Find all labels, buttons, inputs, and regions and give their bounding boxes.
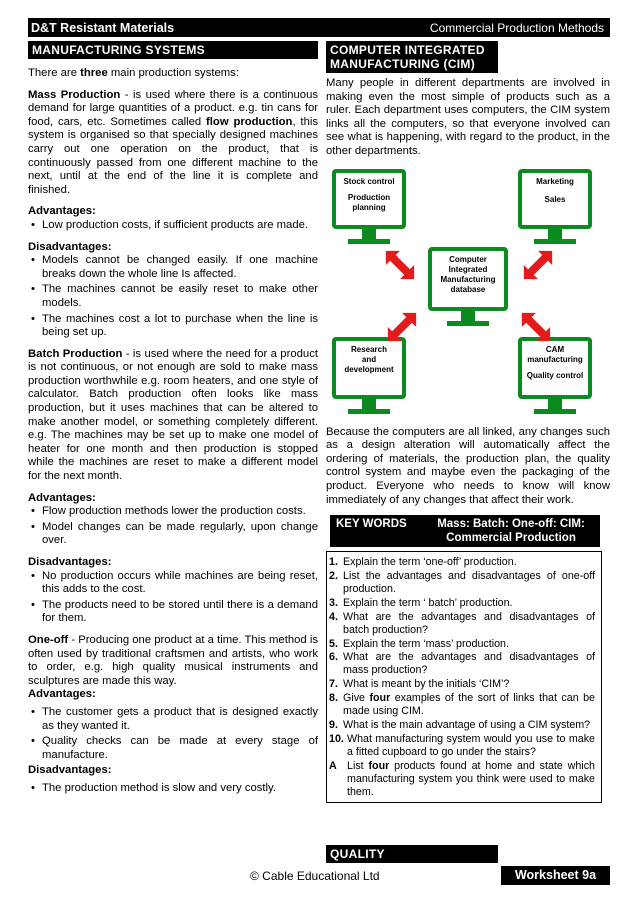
subject-title: D&T Resistant Materials [31, 20, 175, 35]
oneoff-disadvantages-list [28, 782, 318, 796]
question-item: 10. What manufacturing system would you use to make a fitted cupboard to go under the stairs? [329, 732, 595, 758]
cim-linked-text: Because the computers are all linked, any changes such as a design alteration will automatically affect the ordering of materials, the production plan, the quality control system and maybe even the packaging of the product. Everyone who needs to know will know immediately of any changes that affect their work. [326, 425, 610, 506]
question-item: 7. What is meant by the initials ‘CIM’? [329, 678, 510, 691]
mass-disadvantages-label: Disadvantages: [28, 240, 112, 253]
mass-advantages-list [28, 219, 318, 233]
mass-disadvantages-list [28, 254, 318, 340]
left-column [28, 41, 318, 798]
batch-advantages-label: Advantages: [28, 491, 96, 504]
list-item: • No production occurs while machines are being reset, this adds to the cost. [28, 570, 318, 597]
list-item: • The machines cannot be easily reset to make other models. [28, 283, 318, 310]
list-item: • Model changes can be made regularly, upon change over. [28, 521, 318, 548]
arrow-bottom-left-icon [380, 305, 424, 349]
oneoff-advantages-list [28, 706, 318, 762]
list-item: • The production method is slow and very costly. [28, 782, 318, 796]
question-item: 9. What is the main advantage of using a CIM system? [329, 719, 591, 731]
key-words-list: Mass: Batch: One-off: CIM: Commercial Production [437, 518, 585, 545]
question-item: 1. Explain the term ‘one-off’ production. [329, 556, 517, 569]
list-item: • Flow production methods lower the production costs. [28, 505, 318, 519]
question-item: 8. Give four examples of the sort of links that can be made using CIM. [329, 692, 595, 718]
oneoff-advantages-label: Advantages: [28, 688, 96, 701]
one-off-text: One-off - Producing one product at a time. This method is often used by traditional craftsmen and artists, who work to order, e.g. high quality musical instruments and sculptures are made this way. [28, 633, 318, 687]
batch-disadvantages-label: Disadvantages: [28, 556, 112, 568]
cim-intro-text: Many people in different departments are involved in making even the most simple of products such as a ruler. Each department uses computers, the CIM system links all the computers, so that everyone involved can see what is happening, with regard to the product, in the other departments. [326, 77, 610, 157]
list-item: • The products need to be stored until there is a demand for them. [28, 599, 318, 626]
worksheet-label: Worksheet 9a [501, 866, 610, 885]
question-item: 5. Explain the term ‘mass’ production. [329, 637, 509, 650]
copyright-text: © Cable Educational Ltd [250, 869, 380, 883]
mass-production-text: Mass Production - is used where there is a continuous demand for large quantities of a product. e.g. tin cans for food, cars, etc. Sometimes called flow production, this system is organised so that specially designed machines carry out one operation on the product, that is continuously passed from one different machine to the next, until at the end of the line it is complete and finished. [28, 88, 319, 196]
footer [0, 866, 638, 886]
cim-heading: COMPUTER INTEGRATED MANUFACTURING (CIM) [326, 41, 498, 73]
list-item: • Quality checks can be made at every stage of manufacture. [28, 735, 318, 762]
arrow-top-right-icon [516, 243, 560, 287]
question-item: 4. What are the advantages and disadvantages of batch production? [329, 610, 595, 636]
question-item: 3. Explain the term ‘ batch’ production. [329, 596, 513, 609]
question-item: 6. What are the advantages and disadvantages of mass production? [329, 651, 595, 677]
topic-title: Commercial Production Methods [429, 20, 604, 35]
mass-advantages-label: Advantages: [28, 205, 96, 218]
question-item: 2. List the advantages and disadvantages of one-off production. [329, 570, 595, 595]
list-item: • Models cannot be changed easily. If one machine breaks down the whole line Is affected. [28, 254, 318, 281]
oneoff-disadvantages-label: Disadvantages: [28, 764, 112, 777]
key-words-label: KEY WORDS [336, 518, 407, 531]
question-item: A List four products found at home and state which manufacturing system you think were used to make them. [329, 759, 595, 798]
batch-production-text: Batch Production - is used where the need for a product is not continuous, or not enough are sold to make mass production worthwhile e.g. room heaters, and one style of calculator. Batch production often looks like mass production, but it uses machines that can be altered to make another model, or something completely different. e.g. The machines may be set up to make one model of heater for one month and then production is stopped while the machines are reset to make a different model for the next month. [28, 347, 318, 483]
right-column [326, 41, 610, 803]
batch-advantages-list [28, 505, 318, 548]
list-item: • Low production costs, if sufficient products are made. [28, 219, 318, 233]
key-words-bar [330, 515, 600, 547]
quality-heading: QUALITY [326, 845, 498, 863]
cim-diagram: Stock control Production planning Marketing Sales Computer Integrated Manufacturing database Research and development CAM manufacturing Quality control [326, 169, 610, 424]
batch-disadvantages-list [28, 570, 318, 626]
arrow-top-left-icon [378, 243, 422, 287]
list-item: • The machines cost a lot to purchase when the line is being set up. [28, 313, 318, 340]
manufacturing-systems-heading: MANUFACTURING SYSTEMS [28, 41, 318, 59]
arrow-bottom-right-icon [514, 305, 558, 349]
header-bar [28, 18, 610, 37]
list-item: • The customer gets a product that is designed exactly as they wanted it. [28, 706, 318, 733]
intro-text: There are three main production systems: [28, 67, 239, 79]
questions-box [326, 551, 602, 803]
